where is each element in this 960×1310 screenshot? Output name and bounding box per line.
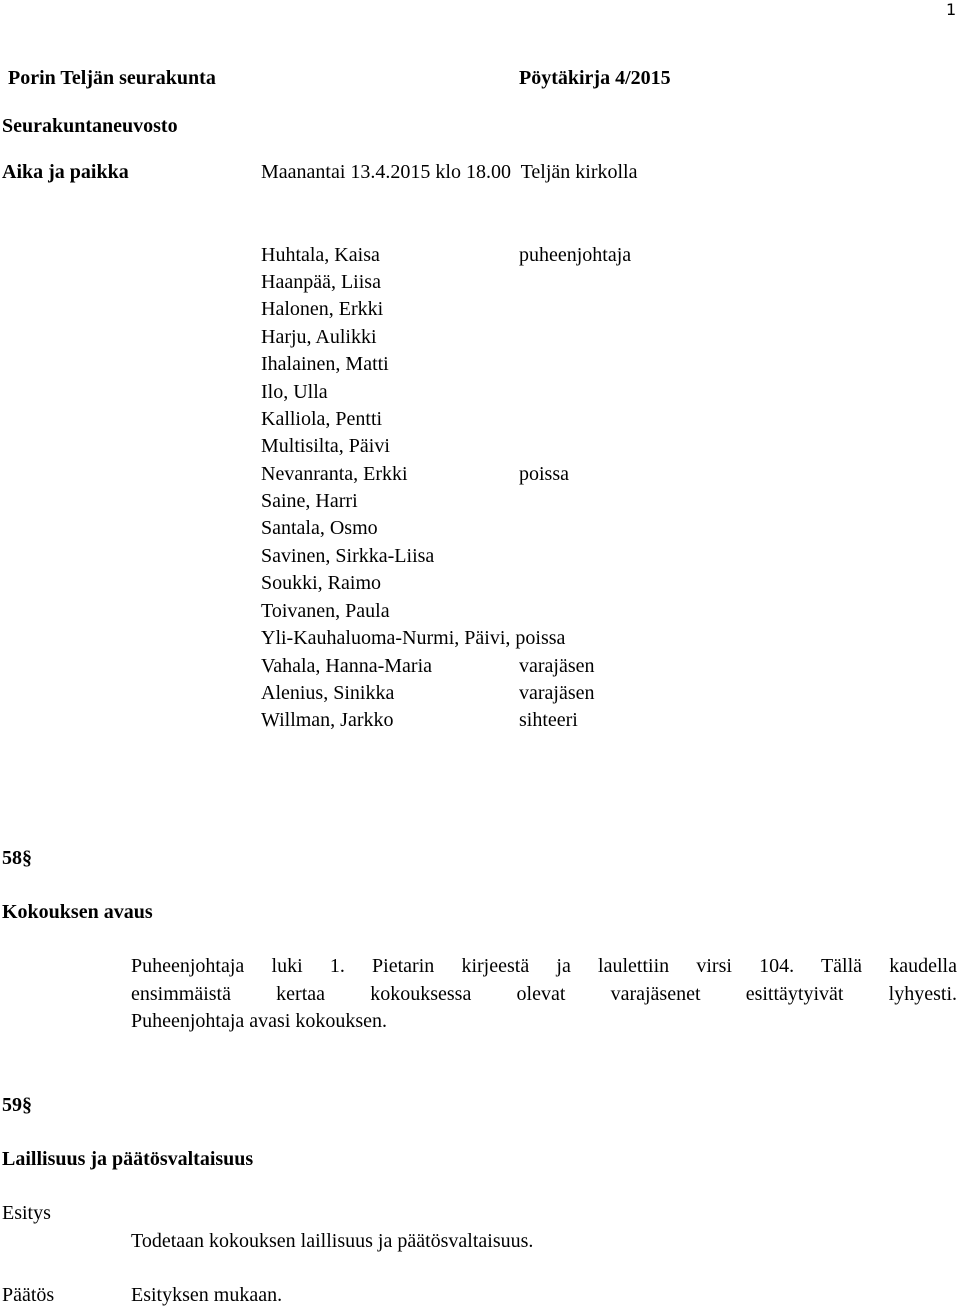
section-sign: §	[22, 1094, 32, 1116]
attendee-name: Alenius, Sinikka	[261, 682, 395, 704]
attendee-role: varajäsen	[519, 682, 595, 704]
proposal-label: Esitys	[2, 1202, 51, 1224]
attendee-name: Santala, Osmo	[261, 517, 378, 539]
section-sign: §	[22, 847, 32, 869]
attendee-name: Toivanen, Paula	[261, 600, 390, 622]
attendee-role: puheenjohtaja	[519, 244, 632, 266]
minutes-id: Pöytäkirja 4/2015	[519, 67, 671, 89]
attendee-name: Vahala, Hanna-Maria	[261, 655, 433, 677]
attendee-role: sihteeri	[519, 709, 578, 731]
attendee-name: Kalliola, Pentti	[261, 408, 383, 430]
attendee-name: Haanpää, Liisa	[261, 271, 381, 293]
attendee-name: Saine, Harri	[261, 490, 358, 512]
attendee-name: Harju, Aulikki	[261, 326, 377, 348]
section-58-body	[131, 953, 957, 1036]
governing-body: Seurakuntaneuvosto	[2, 115, 178, 137]
attendee-role: varajäsen	[519, 655, 595, 677]
decision-label: Päätös	[2, 1284, 55, 1306]
attendee-name: Ilo, Ulla	[261, 381, 328, 403]
attendee-name: Yli-Kauhaluoma-Nurmi, Päivi, poissa	[261, 627, 566, 649]
page-number: 1	[946, 0, 957, 19]
attendee-name: Multisilta, Päivi	[261, 435, 390, 457]
section-58-title: Kokouksen avaus	[2, 901, 153, 923]
attendee-name: Savinen, Sirkka-Liisa	[261, 545, 435, 567]
section-59-number	[2, 1095, 32, 1115]
parish-name: Porin Teljän seurakunta	[8, 67, 216, 89]
attendee-name: Huhtala, Kaisa	[261, 244, 380, 266]
time-place-label: Aika ja paikka	[2, 161, 129, 183]
section-58-number	[2, 848, 32, 868]
attendee-role: poissa	[519, 463, 569, 485]
attendee-name: Ihalainen, Matti	[261, 353, 389, 375]
proposal-text: Todetaan kokouksen laillisuus ja päätösvaltaisuus.	[131, 1230, 534, 1252]
decision-text: Esityksen mukaan.	[131, 1284, 283, 1306]
body-line: Puheenjohtaja luki 1. Pietarin kirjeestä ja laulettiin virsi 104. Tällä kaudella	[131, 955, 957, 977]
attendee-name: Nevanranta, Erkki	[261, 463, 408, 485]
section-59-title: Laillisuus ja päätösvaltaisuus	[2, 1148, 254, 1170]
attendee-name: Soukki, Raimo	[261, 572, 382, 594]
attendee-name: Halonen, Erkki	[261, 298, 384, 320]
section-number: 59	[2, 1094, 22, 1116]
body-line: Puheenjohtaja avasi kokouksen.	[131, 1010, 388, 1032]
body-line: ensimmäistä kertaa kokouksessa olevat varajäsenet esittäytyivät lyhyesti.	[131, 982, 957, 1005]
section-number: 58	[2, 847, 22, 869]
time-place-value: Maanantai 13.4.2015 klo 18.00 Teljän kirkolla	[261, 161, 638, 183]
attendee-name: Willman, Jarkko	[261, 709, 394, 731]
